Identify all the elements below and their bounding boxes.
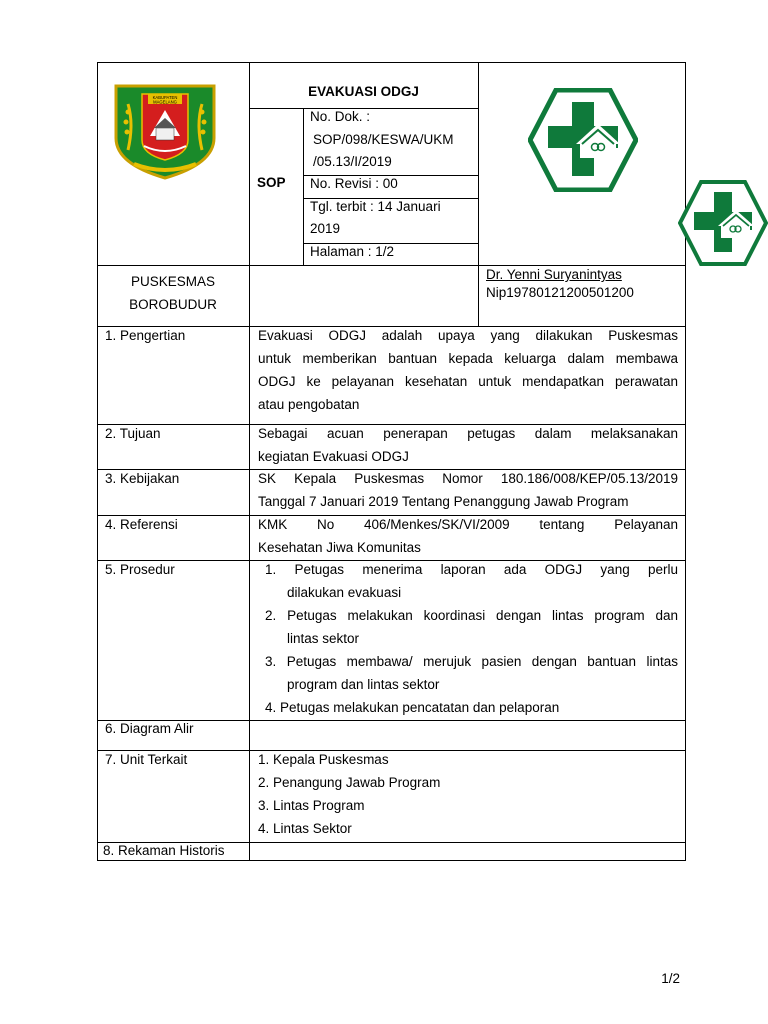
- list-item: 3. Lintas Program: [258, 798, 365, 813]
- label-pengertian: 1. Pengertian: [105, 328, 186, 343]
- prosedur-line: dilakukan evakuasi: [287, 585, 402, 600]
- kabupaten-magelang-logo: [114, 84, 216, 180]
- document-title: EVAKUASI ODGJ: [308, 84, 419, 99]
- list-item: 2. Penangung Jawab Program: [258, 775, 441, 790]
- label-kebijakan: 3. Kebijakan: [105, 471, 180, 486]
- label-referensi: 4. Referensi: [105, 517, 178, 532]
- pengertian-text: [258, 324, 678, 416]
- tujuan-text: [258, 422, 678, 468]
- svg-text:MAGELANG: MAGELANG: [153, 99, 177, 105]
- kebijakan-line: Tanggal 7 Januari 2019 Tentang Penanggung Jawab Program: [258, 494, 629, 509]
- page-number: 1/2: [661, 971, 680, 986]
- prosedur-line: lintas sektor: [287, 631, 360, 646]
- prosedur-line: 3. Petugas membawa/ merujuk pasien dengan bantuan lintas: [265, 654, 678, 669]
- pengertian-line: untuk memberikan bantuan kepada keluarga dalam membawa: [258, 351, 678, 366]
- no-dok-label: No. Dok. :: [310, 109, 371, 124]
- puskesmas-logo-small: [678, 180, 768, 266]
- label-prosedur: 5. Prosedur: [105, 562, 175, 577]
- signer-nip: Nip19780121200501200: [486, 285, 634, 300]
- no-dok-value-2: /05.13/I/2019: [313, 154, 392, 169]
- no-dok-value-1: SOP/098/KESWA/UKM: [313, 132, 454, 147]
- label-rekaman-historis: 8. Rekaman Historis: [103, 843, 225, 858]
- tgl-terbit-2: 2019: [310, 221, 341, 236]
- label-tujuan: 2. Tujuan: [105, 426, 161, 441]
- kebijakan-text: [258, 467, 678, 513]
- prosedur-list: [265, 558, 678, 719]
- puskesmas-logo: [528, 88, 638, 192]
- halaman: Halaman : 1/2: [310, 244, 395, 259]
- prosedur-line: 4. Petugas melakukan pencatatan dan pelaporan: [265, 700, 560, 715]
- no-revisi: No. Revisi : 00: [310, 176, 398, 191]
- label-unit-terkait: 7. Unit Terkait: [105, 752, 188, 767]
- label-diagram-alir: 6. Diagram Alir: [105, 721, 194, 736]
- kebijakan-line: SK Kepala Puskesmas Nomor 180.186/008/KEP/05.13/2019: [258, 471, 678, 486]
- pengertian-line: atau pengobatan: [258, 397, 360, 412]
- sop-label: SOP: [257, 175, 286, 190]
- institution-name-1: PUSKESMAS: [130, 274, 216, 289]
- prosedur-line: 1. Petugas menerima laporan ada ODGJ yang perlu: [265, 562, 678, 577]
- unit-terkait-list: [258, 748, 440, 840]
- referensi-text: [258, 513, 678, 559]
- svg-text:KABUPATEN: KABUPATEN: [152, 95, 178, 100]
- referensi-line: KMK No 406/Menkes/SK/VI/2009 tentang Pelayanan: [258, 517, 678, 532]
- pengertian-line: Evakuasi ODGJ adalah upaya yang dilakukan Puskesmas: [258, 328, 678, 343]
- list-item: 1. Kepala Puskesmas: [258, 752, 389, 767]
- pengertian-line: ODGJ ke pelayanan kesehatan untuk mendapatkan perawatan: [258, 374, 678, 389]
- tujuan-line: kegiatan Evakuasi ODGJ: [258, 449, 409, 464]
- list-item: 4. Lintas Sektor: [258, 821, 352, 836]
- tgl-terbit-1: Tgl. terbit : 14 Januari: [310, 199, 441, 214]
- institution-name-2: BOROBUDUR: [129, 297, 217, 312]
- prosedur-line: 2. Petugas melakukan koordinasi dengan lintas program dan: [265, 608, 678, 623]
- signer-name: Dr. Yenni Suryanintyas: [486, 267, 622, 282]
- tujuan-line: Sebagai acuan penerapan petugas dalam melaksanakan: [258, 426, 678, 441]
- referensi-line: Kesehatan Jiwa Komunitas: [258, 540, 421, 555]
- prosedur-line: program dan lintas sektor: [287, 677, 440, 692]
